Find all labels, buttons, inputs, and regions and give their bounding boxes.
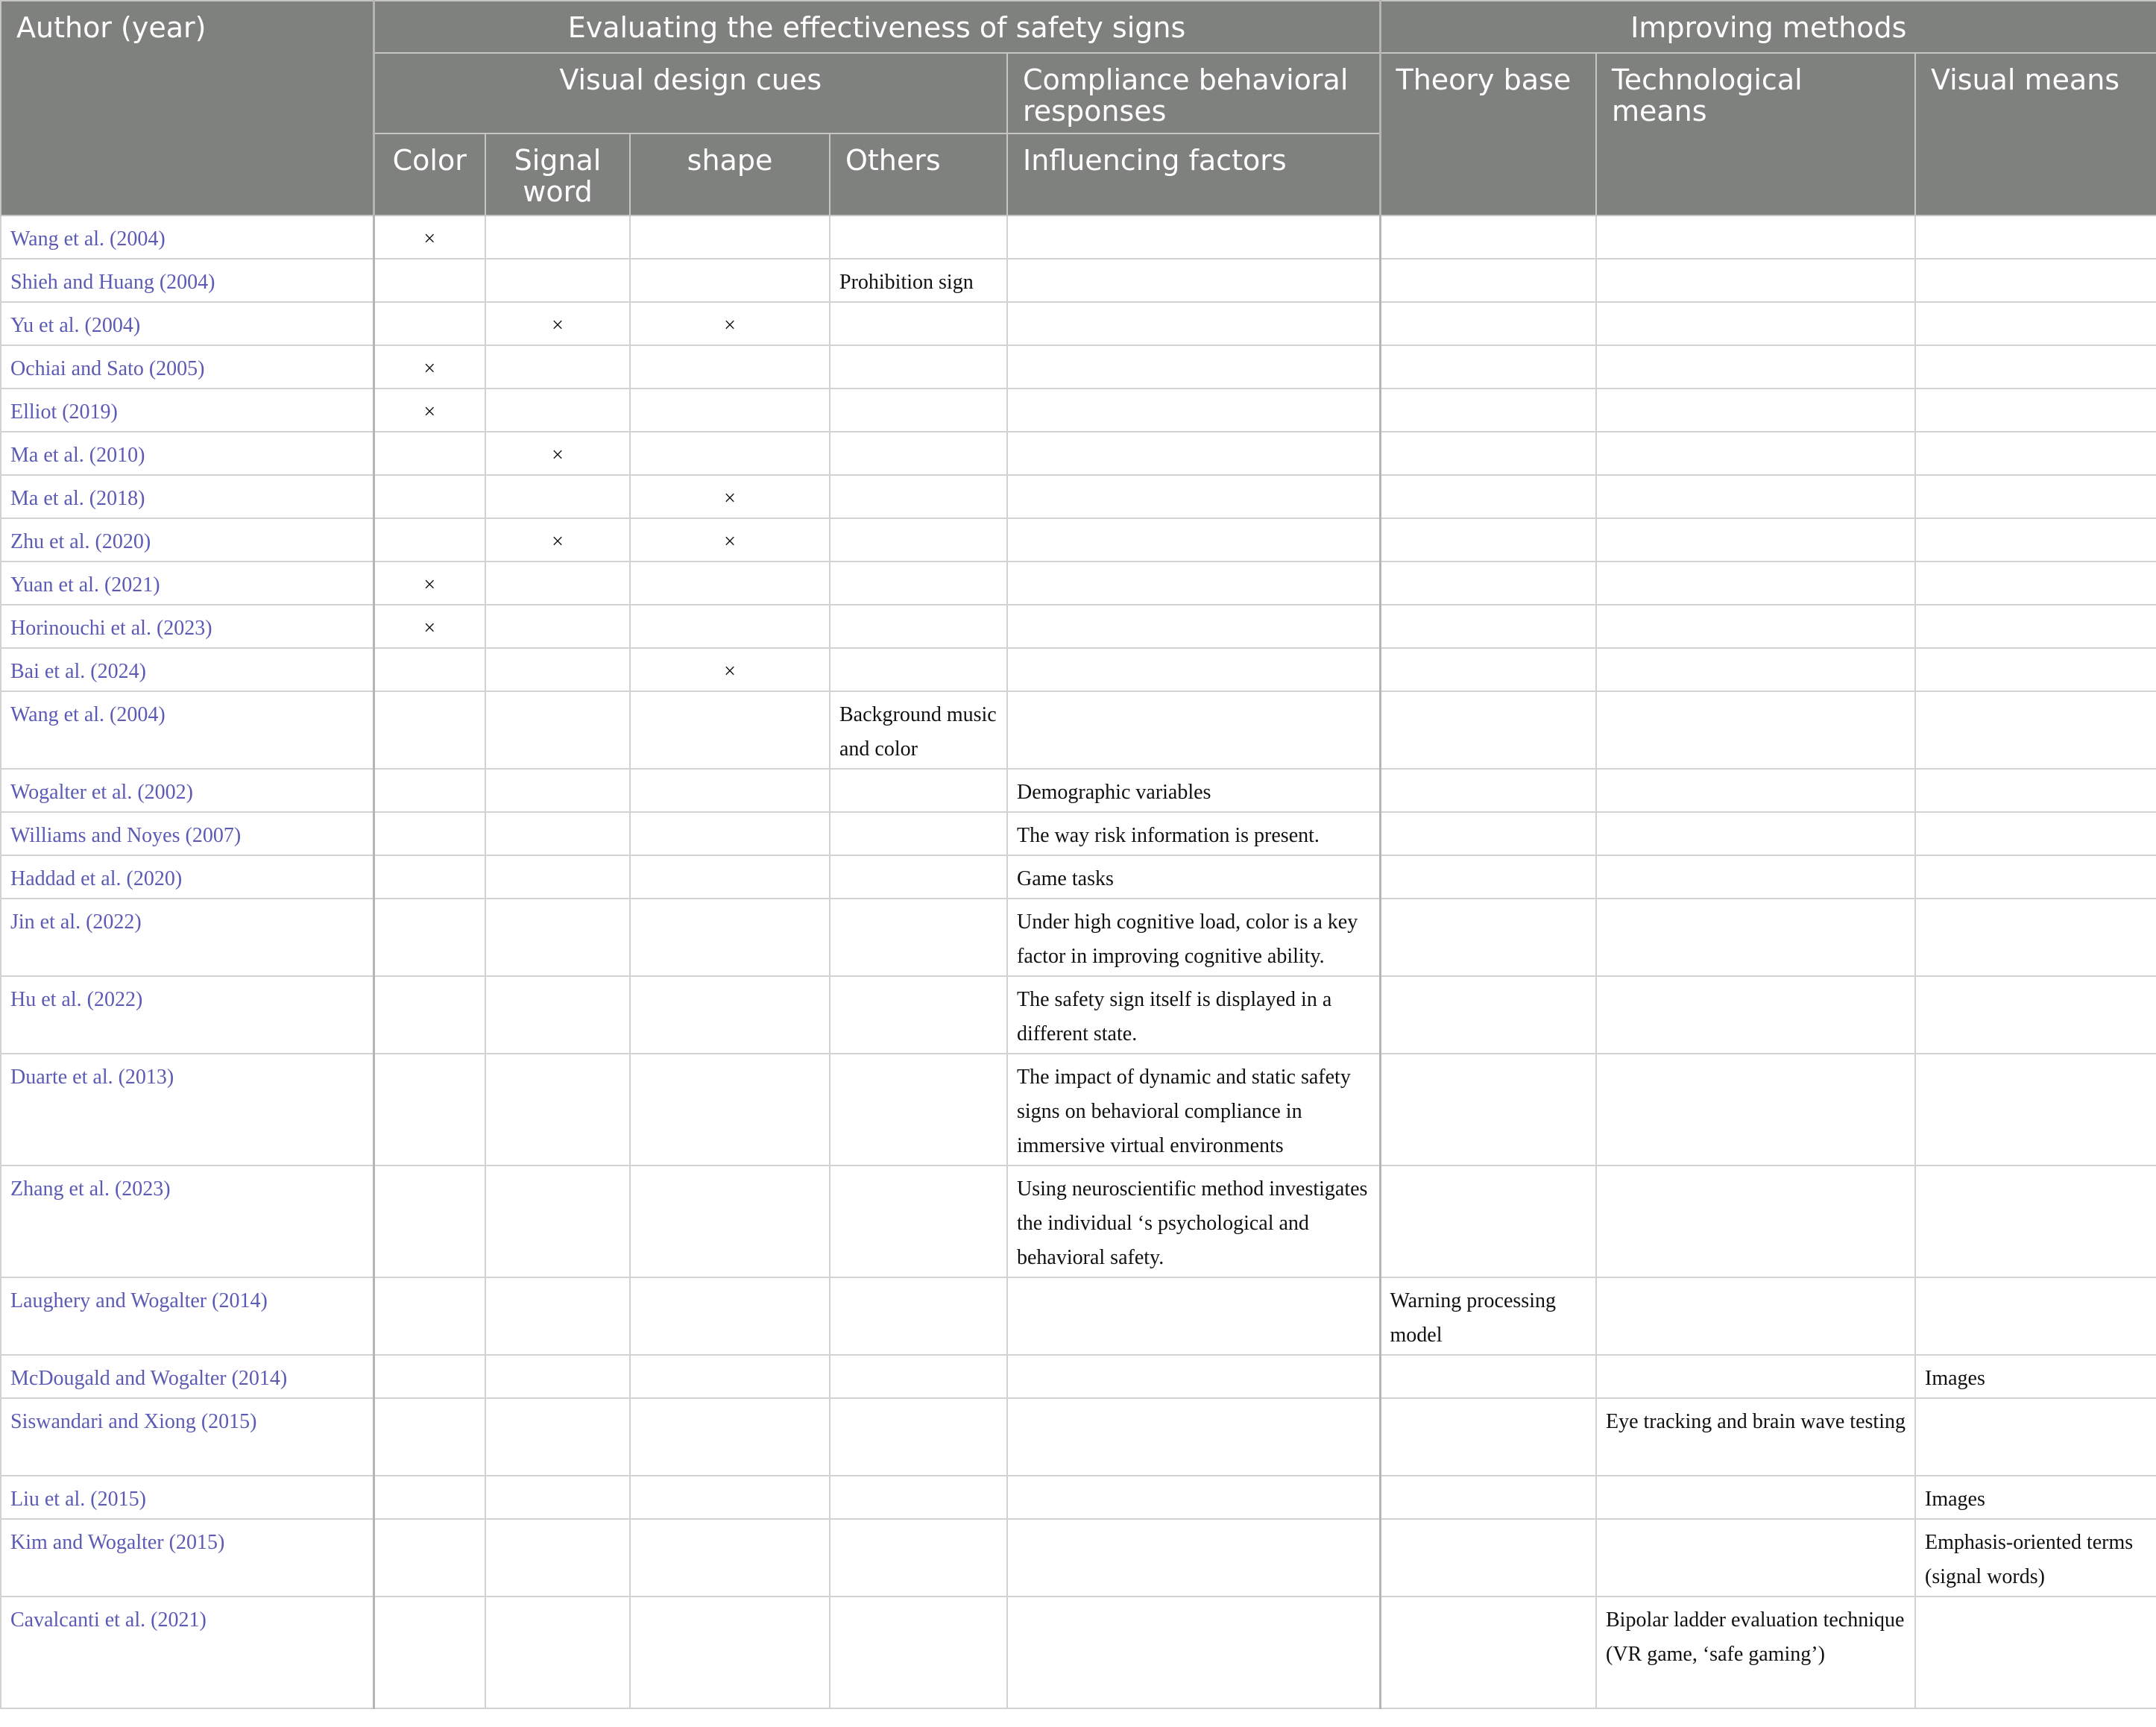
author-cell[interactable]: Williams and Noyes (2007) xyxy=(1,812,373,855)
technological-means-cell xyxy=(1596,976,1915,1054)
header-signal-word: Signal word xyxy=(485,133,630,216)
author-cell[interactable]: Elliot (2019) xyxy=(1,389,373,432)
theory-base-cell xyxy=(1380,518,1596,561)
technological-means-cell xyxy=(1596,1519,1915,1597)
others-cell xyxy=(830,1054,1007,1166)
shape-cell: × xyxy=(630,648,830,691)
author-cell[interactable]: Bai et al. (2024) xyxy=(1,648,373,691)
table-row xyxy=(1,976,2156,1054)
technological-means-cell xyxy=(1596,345,1915,389)
theory-base-cell xyxy=(1380,216,1596,259)
header-visual-design-cues: Visual design cues xyxy=(373,53,1007,133)
others-cell xyxy=(830,518,1007,561)
author-cell[interactable]: Kim and Wogalter (2015) xyxy=(1,1519,373,1597)
table-row xyxy=(1,1277,2156,1355)
color-cell xyxy=(373,899,485,976)
table-header xyxy=(1,1,2156,216)
shape-cell xyxy=(630,259,830,302)
theory-base-cell xyxy=(1380,345,1596,389)
others-cell xyxy=(830,216,1007,259)
influencing-factors-cell xyxy=(1007,1519,1380,1597)
technological-means-cell xyxy=(1596,389,1915,432)
others-cell xyxy=(830,475,1007,518)
table-row xyxy=(1,1519,2156,1597)
color-cell: × xyxy=(373,389,485,432)
shape-cell xyxy=(630,1355,830,1398)
color-cell xyxy=(373,518,485,561)
color-cell xyxy=(373,302,485,345)
theory-base-cell xyxy=(1380,1054,1596,1166)
table-row xyxy=(1,561,2156,605)
author-cell[interactable]: Yu et al. (2004) xyxy=(1,302,373,345)
theory-base-cell xyxy=(1380,302,1596,345)
theory-base-cell xyxy=(1380,605,1596,648)
others-cell xyxy=(830,389,1007,432)
influencing-factors-cell xyxy=(1007,302,1380,345)
visual-means-cell xyxy=(1915,345,2156,389)
shape-cell xyxy=(630,605,830,648)
signal-word-cell xyxy=(485,1519,630,1597)
visual-means-cell xyxy=(1915,812,2156,855)
others-cell xyxy=(830,1166,1007,1277)
visual-means-cell xyxy=(1915,1277,2156,1355)
table-row xyxy=(1,605,2156,648)
others-cell xyxy=(830,1476,1007,1519)
influencing-factors-cell xyxy=(1007,475,1380,518)
author-cell[interactable]: Laughery and Wogalter (2014) xyxy=(1,1277,373,1355)
table-row xyxy=(1,1054,2156,1166)
technological-means-cell xyxy=(1596,1355,1915,1398)
visual-means-cell xyxy=(1915,518,2156,561)
color-cell xyxy=(373,1476,485,1519)
others-cell xyxy=(830,648,1007,691)
table-row xyxy=(1,1476,2156,1519)
technological-means-cell xyxy=(1596,812,1915,855)
author-cell[interactable]: Ma et al. (2010) xyxy=(1,432,373,475)
others-cell xyxy=(830,605,1007,648)
visual-means-cell xyxy=(1915,1597,2156,1708)
color-cell: × xyxy=(373,605,485,648)
influencing-factors-cell xyxy=(1007,561,1380,605)
author-cell[interactable]: Siswandari and Xiong (2015) xyxy=(1,1398,373,1476)
signal-word-cell xyxy=(485,1398,630,1476)
header-shape: shape xyxy=(630,133,830,216)
shape-cell xyxy=(630,1277,830,1355)
visual-means-cell xyxy=(1915,691,2156,769)
table-row xyxy=(1,855,2156,899)
influencing-factors-cell xyxy=(1007,1398,1380,1476)
influencing-factors-cell xyxy=(1007,1355,1380,1398)
signal-word-cell xyxy=(485,769,630,812)
color-cell xyxy=(373,691,485,769)
others-cell xyxy=(830,432,1007,475)
color-cell: × xyxy=(373,561,485,605)
color-cell xyxy=(373,1166,485,1277)
influencing-factors-cell xyxy=(1007,518,1380,561)
author-cell[interactable]: Wang et al. (2004) xyxy=(1,216,373,259)
header-improving: Improving methods xyxy=(1380,1,2156,53)
theory-base-cell xyxy=(1380,899,1596,976)
color-cell xyxy=(373,812,485,855)
author-cell[interactable]: Ma et al. (2018) xyxy=(1,475,373,518)
shape-cell xyxy=(630,769,830,812)
influencing-factors-cell: Using neuroscientific method investigates the individual ‘s psychological and behavioral safety. xyxy=(1007,1166,1380,1277)
visual-means-cell xyxy=(1915,561,2156,605)
color-cell xyxy=(373,259,485,302)
visual-means-cell xyxy=(1915,259,2156,302)
table-row xyxy=(1,259,2156,302)
shape-cell xyxy=(630,1398,830,1476)
color-cell xyxy=(373,1398,485,1476)
influencing-factors-cell: Demographic variables xyxy=(1007,769,1380,812)
others-cell xyxy=(830,769,1007,812)
visual-means-cell xyxy=(1915,605,2156,648)
author-cell[interactable]: Haddad et al. (2020) xyxy=(1,855,373,899)
visual-means-cell xyxy=(1915,976,2156,1054)
others-cell: Background music and color xyxy=(830,691,1007,769)
signal-word-cell xyxy=(485,216,630,259)
table-row xyxy=(1,389,2156,432)
author-cell[interactable]: McDougald and Wogalter (2014) xyxy=(1,1355,373,1398)
header-theory-base: Theory base xyxy=(1380,53,1596,216)
author-cell[interactable]: Shieh and Huang (2004) xyxy=(1,259,373,302)
technological-means-cell xyxy=(1596,1054,1915,1166)
visual-means-cell: Emphasis-oriented terms (signal words) xyxy=(1915,1519,2156,1597)
others-cell xyxy=(830,1519,1007,1597)
signal-word-cell xyxy=(485,1166,630,1277)
author-cell[interactable]: Jin et al. (2022) xyxy=(1,899,373,976)
theory-base-cell xyxy=(1380,769,1596,812)
theory-base-cell xyxy=(1380,1355,1596,1398)
influencing-factors-cell: Under high cognitive load, color is a key factor in improving cognitive ability. xyxy=(1007,899,1380,976)
signal-word-cell xyxy=(485,1476,630,1519)
table-row xyxy=(1,518,2156,561)
others-cell xyxy=(830,1277,1007,1355)
visual-means-cell xyxy=(1915,216,2156,259)
author-cell[interactable]: Ochiai and Sato (2005) xyxy=(1,345,373,389)
header-compliance: Compliance behavioral responses xyxy=(1007,53,1380,133)
technological-means-cell xyxy=(1596,561,1915,605)
theory-base-cell xyxy=(1380,561,1596,605)
author-cell[interactable]: Liu et al. (2015) xyxy=(1,1476,373,1519)
influencing-factors-cell xyxy=(1007,259,1380,302)
header-visual-means: Visual means xyxy=(1915,53,2156,216)
author-cell[interactable]: Yuan et al. (2021) xyxy=(1,561,373,605)
shape-cell xyxy=(630,691,830,769)
signal-word-cell xyxy=(485,345,630,389)
signal-word-cell xyxy=(485,561,630,605)
visual-means-cell: Images xyxy=(1915,1355,2156,1398)
header-color: Color xyxy=(373,133,485,216)
author-cell[interactable]: Wang et al. (2004) xyxy=(1,691,373,769)
signal-word-cell: × xyxy=(485,518,630,561)
influencing-factors-cell xyxy=(1007,1277,1380,1355)
color-cell: × xyxy=(373,216,485,259)
shape-cell xyxy=(630,345,830,389)
shape-cell xyxy=(630,432,830,475)
signal-word-cell xyxy=(485,976,630,1054)
visual-means-cell xyxy=(1915,432,2156,475)
color-cell xyxy=(373,1597,485,1708)
technological-means-cell xyxy=(1596,475,1915,518)
color-cell: × xyxy=(373,345,485,389)
color-cell xyxy=(373,769,485,812)
influencing-factors-cell: The safety sign itself is displayed in a different state. xyxy=(1007,976,1380,1054)
signal-word-cell: × xyxy=(485,432,630,475)
shape-cell xyxy=(630,216,830,259)
theory-base-cell xyxy=(1380,1398,1596,1476)
color-cell xyxy=(373,648,485,691)
signal-word-cell xyxy=(485,691,630,769)
shape-cell xyxy=(630,1054,830,1166)
color-cell xyxy=(373,475,485,518)
technological-means-cell xyxy=(1596,605,1915,648)
influencing-factors-cell: Game tasks xyxy=(1007,855,1380,899)
table-row xyxy=(1,899,2156,976)
table-row xyxy=(1,812,2156,855)
others-cell xyxy=(830,1597,1007,1708)
theory-base-cell xyxy=(1380,855,1596,899)
others-cell xyxy=(830,302,1007,345)
signal-word-cell xyxy=(485,259,630,302)
others-cell xyxy=(830,345,1007,389)
signal-word-cell xyxy=(485,475,630,518)
visual-means-cell xyxy=(1915,769,2156,812)
table-row xyxy=(1,769,2156,812)
shape-cell xyxy=(630,1597,830,1708)
shape-cell: × xyxy=(630,518,830,561)
theory-base-cell xyxy=(1380,812,1596,855)
theory-base-cell: Warning processing model xyxy=(1380,1277,1596,1355)
signal-word-cell xyxy=(485,389,630,432)
technological-means-cell xyxy=(1596,302,1915,345)
others-cell xyxy=(830,976,1007,1054)
signal-word-cell xyxy=(485,1054,630,1166)
shape-cell xyxy=(630,976,830,1054)
technological-means-cell xyxy=(1596,518,1915,561)
technological-means-cell xyxy=(1596,855,1915,899)
theory-base-cell xyxy=(1380,389,1596,432)
theory-base-cell xyxy=(1380,475,1596,518)
theory-base-cell xyxy=(1380,648,1596,691)
signal-word-cell xyxy=(485,812,630,855)
shape-cell xyxy=(630,561,830,605)
influencing-factors-cell xyxy=(1007,605,1380,648)
shape-cell xyxy=(630,812,830,855)
color-cell xyxy=(373,432,485,475)
technological-means-cell xyxy=(1596,216,1915,259)
theory-base-cell xyxy=(1380,691,1596,769)
others-cell xyxy=(830,899,1007,976)
shape-cell xyxy=(630,1476,830,1519)
technological-means-cell: Eye tracking and brain wave testing xyxy=(1596,1398,1915,1476)
others-cell xyxy=(830,1355,1007,1398)
author-cell[interactable]: Cavalcanti et al. (2021) xyxy=(1,1597,373,1708)
technological-means-cell xyxy=(1596,1476,1915,1519)
author-cell[interactable]: Horinouchi et al. (2023) xyxy=(1,605,373,648)
technological-means-cell xyxy=(1596,259,1915,302)
influencing-factors-cell: The impact of dynamic and static safety signs on behavioral compliance in immersive virtual environments xyxy=(1007,1054,1380,1166)
author-cell[interactable]: Zhang et al. (2023) xyxy=(1,1166,373,1277)
shape-cell xyxy=(630,1166,830,1277)
table-row xyxy=(1,1166,2156,1277)
table-row xyxy=(1,432,2156,475)
table-row xyxy=(1,475,2156,518)
theory-base-cell xyxy=(1380,1476,1596,1519)
color-cell xyxy=(373,1054,485,1166)
table-row xyxy=(1,1597,2156,1708)
others-cell: Prohibition sign xyxy=(830,259,1007,302)
table-row xyxy=(1,648,2156,691)
table-row xyxy=(1,345,2156,389)
author-cell[interactable]: Wogalter et al. (2002) xyxy=(1,769,373,812)
theory-base-cell xyxy=(1380,976,1596,1054)
signal-word-cell xyxy=(485,1277,630,1355)
technological-means-cell xyxy=(1596,1166,1915,1277)
influencing-factors-cell xyxy=(1007,389,1380,432)
others-cell xyxy=(830,812,1007,855)
color-cell xyxy=(373,976,485,1054)
visual-means-cell xyxy=(1915,302,2156,345)
author-cell[interactable]: Duarte et al. (2013) xyxy=(1,1054,373,1166)
theory-base-cell xyxy=(1380,432,1596,475)
influencing-factors-cell xyxy=(1007,345,1380,389)
theory-base-cell xyxy=(1380,1166,1596,1277)
visual-means-cell xyxy=(1915,855,2156,899)
table-row xyxy=(1,1398,2156,1476)
influencing-factors-cell xyxy=(1007,648,1380,691)
table-body xyxy=(1,216,2156,1708)
theory-base-cell xyxy=(1380,1519,1596,1597)
color-cell xyxy=(373,1519,485,1597)
technological-means-cell xyxy=(1596,1277,1915,1355)
theory-base-cell xyxy=(1380,1597,1596,1708)
author-cell[interactable]: Hu et al. (2022) xyxy=(1,976,373,1054)
others-cell xyxy=(830,855,1007,899)
theory-base-cell xyxy=(1380,259,1596,302)
visual-means-cell xyxy=(1915,1398,2156,1476)
technological-means-cell xyxy=(1596,432,1915,475)
shape-cell xyxy=(630,855,830,899)
visual-means-cell xyxy=(1915,1166,2156,1277)
table-row xyxy=(1,302,2156,345)
color-cell xyxy=(373,1355,485,1398)
shape-cell xyxy=(630,1519,830,1597)
influencing-factors-cell xyxy=(1007,691,1380,769)
influencing-factors-cell xyxy=(1007,1597,1380,1708)
color-cell xyxy=(373,855,485,899)
technological-means-cell xyxy=(1596,899,1915,976)
shape-cell xyxy=(630,389,830,432)
shape-cell xyxy=(630,899,830,976)
header-evaluating: Evaluating the effectiveness of safety signs xyxy=(373,1,1380,53)
others-cell xyxy=(830,561,1007,605)
signal-word-cell: × xyxy=(485,302,630,345)
header-influencing-factors: Influencing factors xyxy=(1007,133,1380,216)
technological-means-cell xyxy=(1596,648,1915,691)
signal-word-cell xyxy=(485,648,630,691)
header-author: Author (year) xyxy=(1,1,373,216)
influencing-factors-cell xyxy=(1007,216,1380,259)
others-cell xyxy=(830,1398,1007,1476)
shape-cell: × xyxy=(630,475,830,518)
visual-means-cell xyxy=(1915,648,2156,691)
influencing-factors-cell xyxy=(1007,432,1380,475)
influencing-factors-cell xyxy=(1007,1476,1380,1519)
technological-means-cell: Bipolar ladder evaluation technique (VR game, ‘safe gaming’) xyxy=(1596,1597,1915,1708)
table-row xyxy=(1,216,2156,259)
signal-word-cell xyxy=(485,605,630,648)
signal-word-cell xyxy=(485,1355,630,1398)
shape-cell: × xyxy=(630,302,830,345)
technological-means-cell xyxy=(1596,691,1915,769)
color-cell xyxy=(373,1277,485,1355)
visual-means-cell: Images xyxy=(1915,1476,2156,1519)
signal-word-cell xyxy=(485,899,630,976)
author-cell[interactable]: Zhu et al. (2020) xyxy=(1,518,373,561)
visual-means-cell xyxy=(1915,1054,2156,1166)
header-technological-means: Technological means xyxy=(1596,53,1915,216)
visual-means-cell xyxy=(1915,899,2156,976)
signal-word-cell xyxy=(485,855,630,899)
table-row xyxy=(1,1355,2156,1398)
visual-means-cell xyxy=(1915,475,2156,518)
signal-word-cell xyxy=(485,1597,630,1708)
header-others: Others xyxy=(830,133,1007,216)
visual-means-cell xyxy=(1915,389,2156,432)
table-row xyxy=(1,691,2156,769)
technological-means-cell xyxy=(1596,769,1915,812)
influencing-factors-cell: The way risk information is present. xyxy=(1007,812,1380,855)
